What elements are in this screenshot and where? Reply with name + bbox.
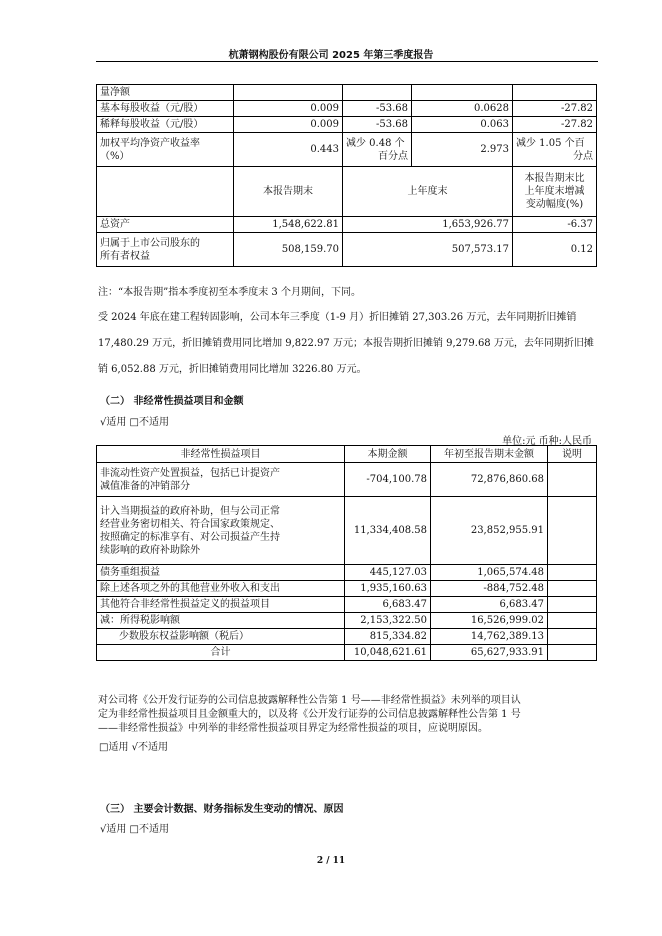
- cell: 2,153,322.50: [345, 613, 431, 629]
- depreciation-paragraph: 受 2024 年底在建工程转固影响，公司本年三季度（1-9 月）折旧摊销 27,303.26 万元，去年同期折旧摊销 17,480.29 万元，折旧摊销费用同比增加 9,822.97 万元；本报告期折旧摊销 9,279.68 万元，去年同期折旧摊销 6,052.88 万元，折旧摊销费用同比增加 3226.80 万元。: [98, 312, 594, 375]
- cell: 1,653,926.77: [343, 217, 513, 233]
- column-header: 本期金额: [345, 446, 431, 463]
- cell: -53.68: [343, 117, 412, 133]
- cell: -704,100.78: [345, 463, 431, 497]
- row-label: 加权平均净资产收益率 （%）: [97, 133, 234, 167]
- item-cell: 债务重组损益: [97, 565, 345, 581]
- subheader-col: 本报告期末: [234, 167, 343, 217]
- cell: 0.443: [234, 133, 343, 167]
- row-label: 基本每股收益（元/股）: [97, 101, 234, 117]
- section-2-applicability: √适用 □不适用: [100, 417, 169, 428]
- cell: 1,065,574.48: [431, 565, 548, 581]
- table-row: [97, 217, 597, 233]
- cell: [548, 629, 597, 645]
- table-row: [97, 565, 597, 581]
- section-2-applicability-2: □适用 √不适用: [99, 742, 168, 753]
- cell: 507,573.17: [343, 233, 513, 267]
- section-3-applicability: √适用 □不适用: [100, 824, 169, 835]
- cell: 6,683.47: [431, 597, 548, 613]
- cell: 508,159.70: [234, 233, 343, 267]
- table-total-row: [97, 645, 597, 661]
- row-label: 稀释每股收益（元/股）: [97, 117, 234, 133]
- subheader-col: 上年度末: [343, 167, 513, 217]
- item-cell: 除上述各项之外的其他营业外收入和支出: [97, 581, 345, 597]
- row-label: 总资产: [97, 217, 234, 233]
- header-divider: [96, 61, 598, 62]
- report-header: 杭萧钢构股份有限公司 2025 年第三季度报告: [228, 50, 434, 61]
- table-row: [97, 581, 597, 597]
- section-2-explanation: 对公司将《公开发行证券的公司信息披露解释性公告第 1 号——非经常性损益》未列举的项目认 定为非经常性损益项目且金额重大的，以及将《公开发行证券的公司信息披露解释性公告第 1 号 ——非经常性损益》中列举的非经常性损益项目界定为经常性损益的项目，应说明原因。: [98, 695, 521, 734]
- table-header-row: [97, 446, 597, 463]
- cell: 10,048,621.61: [345, 645, 431, 661]
- column-header: 年初至报告期末金额: [431, 446, 548, 463]
- table-row: [97, 597, 597, 613]
- cell: -53.68: [343, 101, 412, 117]
- section-2-title: （二） 非经常性损益项目和金额: [100, 396, 244, 407]
- cell: 1,548,622.81: [234, 217, 343, 233]
- cell: 14,762,389.13: [431, 629, 548, 645]
- column-header: 说明: [548, 446, 597, 463]
- cell: 23,852,955.91: [431, 497, 548, 565]
- cell: 72,876,860.68: [431, 463, 548, 497]
- item-cell: 计入当期损益的政府补助，但与公司正常 经营业务密切相关、符合国家政策规定、 按照确定的标准享有、对公司损益产生持 续影响的政府补助除外: [97, 497, 345, 565]
- table-note: 注：“本报告期”指本季度初至本季度末 3 个月期间，下同。: [98, 287, 361, 298]
- cell: 815,334.82: [345, 629, 431, 645]
- cell: [548, 645, 597, 661]
- table-row: [97, 85, 597, 101]
- row-label: 量净额: [97, 85, 234, 101]
- subheader-col: 本报告期末比 上年度末增减 变动幅度(%): [513, 167, 597, 217]
- cell: [548, 613, 597, 629]
- cell: -6.37: [513, 217, 597, 233]
- cell: 0.009: [234, 117, 343, 133]
- cell: -884,752.48: [431, 581, 548, 597]
- table-row: [97, 133, 597, 167]
- cell: 11,334,408.58: [345, 497, 431, 565]
- table-subheader: [97, 167, 597, 217]
- cell: 0.009: [234, 101, 343, 117]
- table-row: [97, 629, 597, 645]
- cell: [548, 463, 597, 497]
- page-number: 2 / 11: [316, 856, 346, 866]
- table-row: [97, 613, 597, 629]
- cell: [548, 581, 597, 597]
- cell: -27.82: [513, 117, 597, 133]
- table-row: [97, 101, 597, 117]
- section-3-title: （三） 主要会计数据、财务指标发生变动的情况、原因: [100, 804, 344, 815]
- table-row: [97, 463, 597, 497]
- cell: -27.82: [513, 101, 597, 117]
- cell: [548, 497, 597, 565]
- cell: [548, 597, 597, 613]
- key-financial-table: [96, 84, 597, 267]
- cell: [548, 565, 597, 581]
- cell: 6,683.47: [345, 597, 431, 613]
- item-cell: 减：所得税影响额: [97, 613, 345, 629]
- cell: 0.12: [513, 233, 597, 267]
- column-header: 非经常性损益项目: [97, 446, 345, 463]
- item-cell: 少数股东权益影响额（税后）: [97, 629, 345, 645]
- item-cell: 非流动性资产处置损益，包括已计提资产 减值准备的冲销部分: [97, 463, 345, 497]
- table-row: [97, 117, 597, 133]
- unit-currency: 单位:元 币种:人民币: [502, 436, 592, 447]
- table-row: [97, 497, 597, 565]
- row-label: 归属于上市公司股东的 所有者权益: [97, 233, 234, 267]
- cell: 1,935,160.63: [345, 581, 431, 597]
- cell: 16,526,999.02: [431, 613, 548, 629]
- cell: 减少 1.05 个百 分点: [513, 133, 597, 167]
- cell: 445,127.03: [345, 565, 431, 581]
- cell: 0.063: [412, 117, 513, 133]
- item-cell: 其他符合非经常性损益定义的损益项目: [97, 597, 345, 613]
- non-recurring-table: [96, 445, 597, 661]
- cell: 减少 0.48 个 百分点: [343, 133, 412, 167]
- cell: 65,627,933.91: [431, 645, 548, 661]
- item-cell: 合计: [97, 645, 345, 661]
- table-row: [97, 233, 597, 267]
- cell: 2.973: [412, 133, 513, 167]
- cell: 0.0628: [412, 101, 513, 117]
